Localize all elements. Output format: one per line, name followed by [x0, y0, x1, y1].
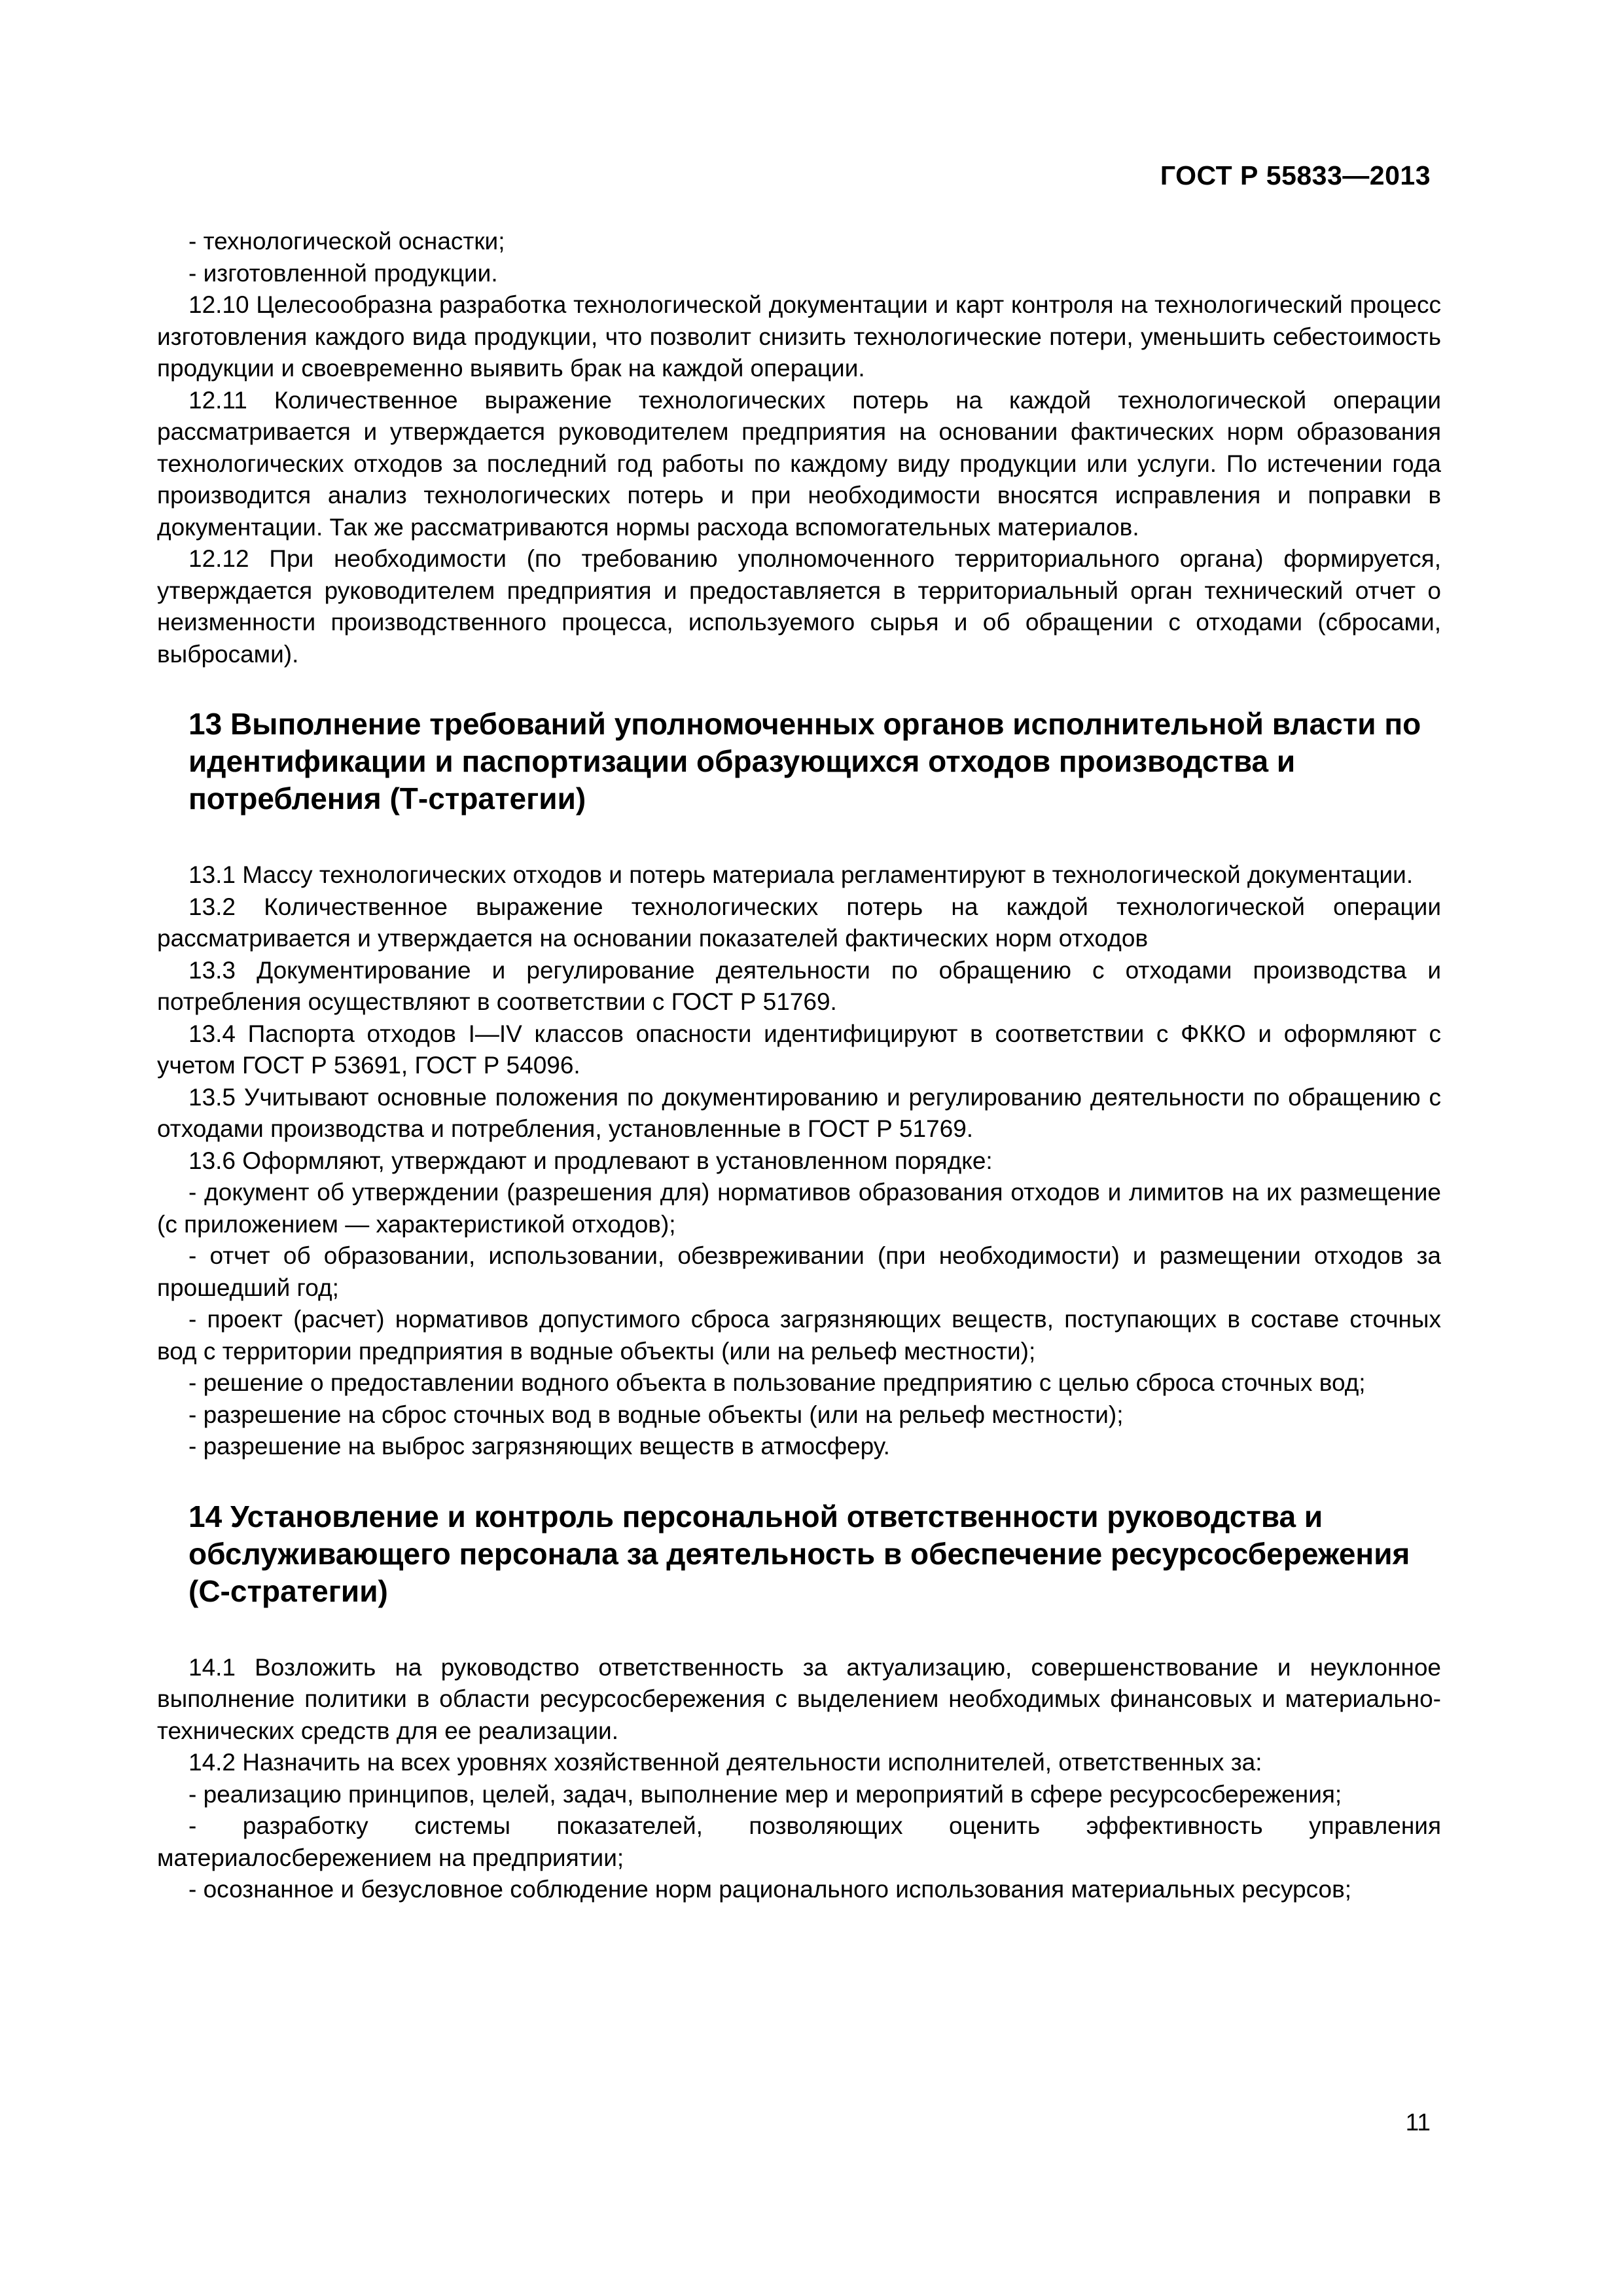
- paragraph-13-1: 13.1 Массу технологических отходов и потерь материала регламентируют в технологической документации.: [188, 861, 1414, 888]
- paragraph-12-12: 12.12 При необходимости (по требованию уполномоченного территориального органа) формируется, утверждается руководителем предприятия и предоставляется в территориальный орган технический отчет о неизменности производственного процесса, используемого сырья и об обращении с отходами (сбросами, выбросами).: [157, 545, 1441, 668]
- list-item: - разрешение на сброс сточных вод в водные объекты (или на рельеф местности);: [188, 1401, 1124, 1428]
- paragraph-13-6: 13.6 Оформляют, утверждают и продлевают в установленном порядке:: [188, 1147, 993, 1174]
- list-item: - отчет об образовании, использовании, обезвреживании (при необходимости) и размещении отходов за прошедший год;: [157, 1242, 1441, 1301]
- list-item: - документ об утверждении (разрешения для) нормативов образования отходов и лимитов на их размещение (с приложением — характеристикой отходов);: [157, 1179, 1441, 1238]
- list-item: - разрешение на выброс загрязняющих веществ в атмосферу.: [188, 1433, 890, 1460]
- list-item: - осознанное и безусловное соблюдение норм рационального использования материальных ресурсов;: [188, 1876, 1352, 1903]
- paragraph-13-4: 13.4 Паспорта отходов I—IV классов опасности идентифицируют в соответствии с ФККО и оформляют с учетом ГОСТ Р 53691, ГОСТ Р 54096.: [157, 1020, 1441, 1079]
- list-item: - изготовленной продукции.: [188, 259, 498, 287]
- section-13-heading: 13 Выполнение требований уполномоченных органов исполнительной власти по идентификации и паспортизации образующихся отходов производства и потребления (Т-стратегии): [188, 707, 1421, 816]
- paragraph-13-2: 13.2 Количественное выражение технологических потерь на каждой технологической операции рассматривается и утверждается на основании показателей фактических норм отходов: [157, 893, 1441, 952]
- paragraph-14-2: 14.2 Назначить на всех уровнях хозяйственной деятельности исполнителей, ответственных за:: [188, 1749, 1262, 1776]
- list-item: - разработку системы показателей, позволяющих оценить эффективность управления материалосбережением на предприятии;: [157, 1812, 1441, 1871]
- list-item: - решение о предоставлении водного объекта в пользование предприятию с целью сброса сточных вод;: [188, 1369, 1366, 1396]
- paragraph-13-3: 13.3 Документирование и регулирование деятельности по обращению с отходами производства и потребления осуществляют в соответствии с ГОСТ Р 51769.: [157, 956, 1441, 1015]
- paragraph-12-10: 12.10 Целесообразна разработка технологической документации и карт контроля на технологический процесс изготовления каждого вида продукции, что позволит снизить технологические потери, уменьшить себестоимость продукции и своевременно выявить брак на каждой операции.: [157, 291, 1441, 382]
- page-body: [157, 226, 1441, 1906]
- paragraph-12-11: 12.11 Количественное выражение технологических потерь на каждой технологической операции рассматривается и утверждается руководителем предприятия на основании фактических норм образования технологических отходов за последний год работы по каждому виду продукции или услуги. По истечении года производится анализ технологических потерь и при необходимости вносятся исправления и поправки в документации. Так же рассматриваются нормы расхода вспомогательных материалов.: [157, 386, 1441, 541]
- list-item: - технологической оснастки;: [188, 228, 505, 255]
- paragraph-14-1: 14.1 Возложить на руководство ответственность за актуализацию, совершенствование и неуклонное выполнение политики в области ресурсосбережения с выделением необходимых финансовых и материально-технических средств для ее реализации.: [157, 1653, 1441, 1744]
- list-item: - проект (расчет) нормативов допустимого сброса загрязняющих веществ, поступающих в составе сточных вод с территории предприятия в водные объекты (или на рельеф местности);: [157, 1306, 1441, 1365]
- page-number: 11: [1405, 2109, 1431, 2136]
- paragraph-13-5: 13.5 Учитывают основные положения по документированию и регулированию деятельности по обращению с отходами производства и потребления, установленные в ГОСТ Р 51769.: [157, 1083, 1441, 1142]
- document-code-header: ГОСТ Р 55833—2013: [1160, 160, 1431, 190]
- section-14-heading: 14 Установление и контроль персональной ответственности руководства и обслуживающего персонала за деятельность в обеспечение ресурсосбережения (С-стратегии): [188, 1499, 1410, 1608]
- list-item: - реализацию принципов, целей, задач, выполнение мер и мероприятий в сфере ресурсосбережения;: [188, 1780, 1342, 1808]
